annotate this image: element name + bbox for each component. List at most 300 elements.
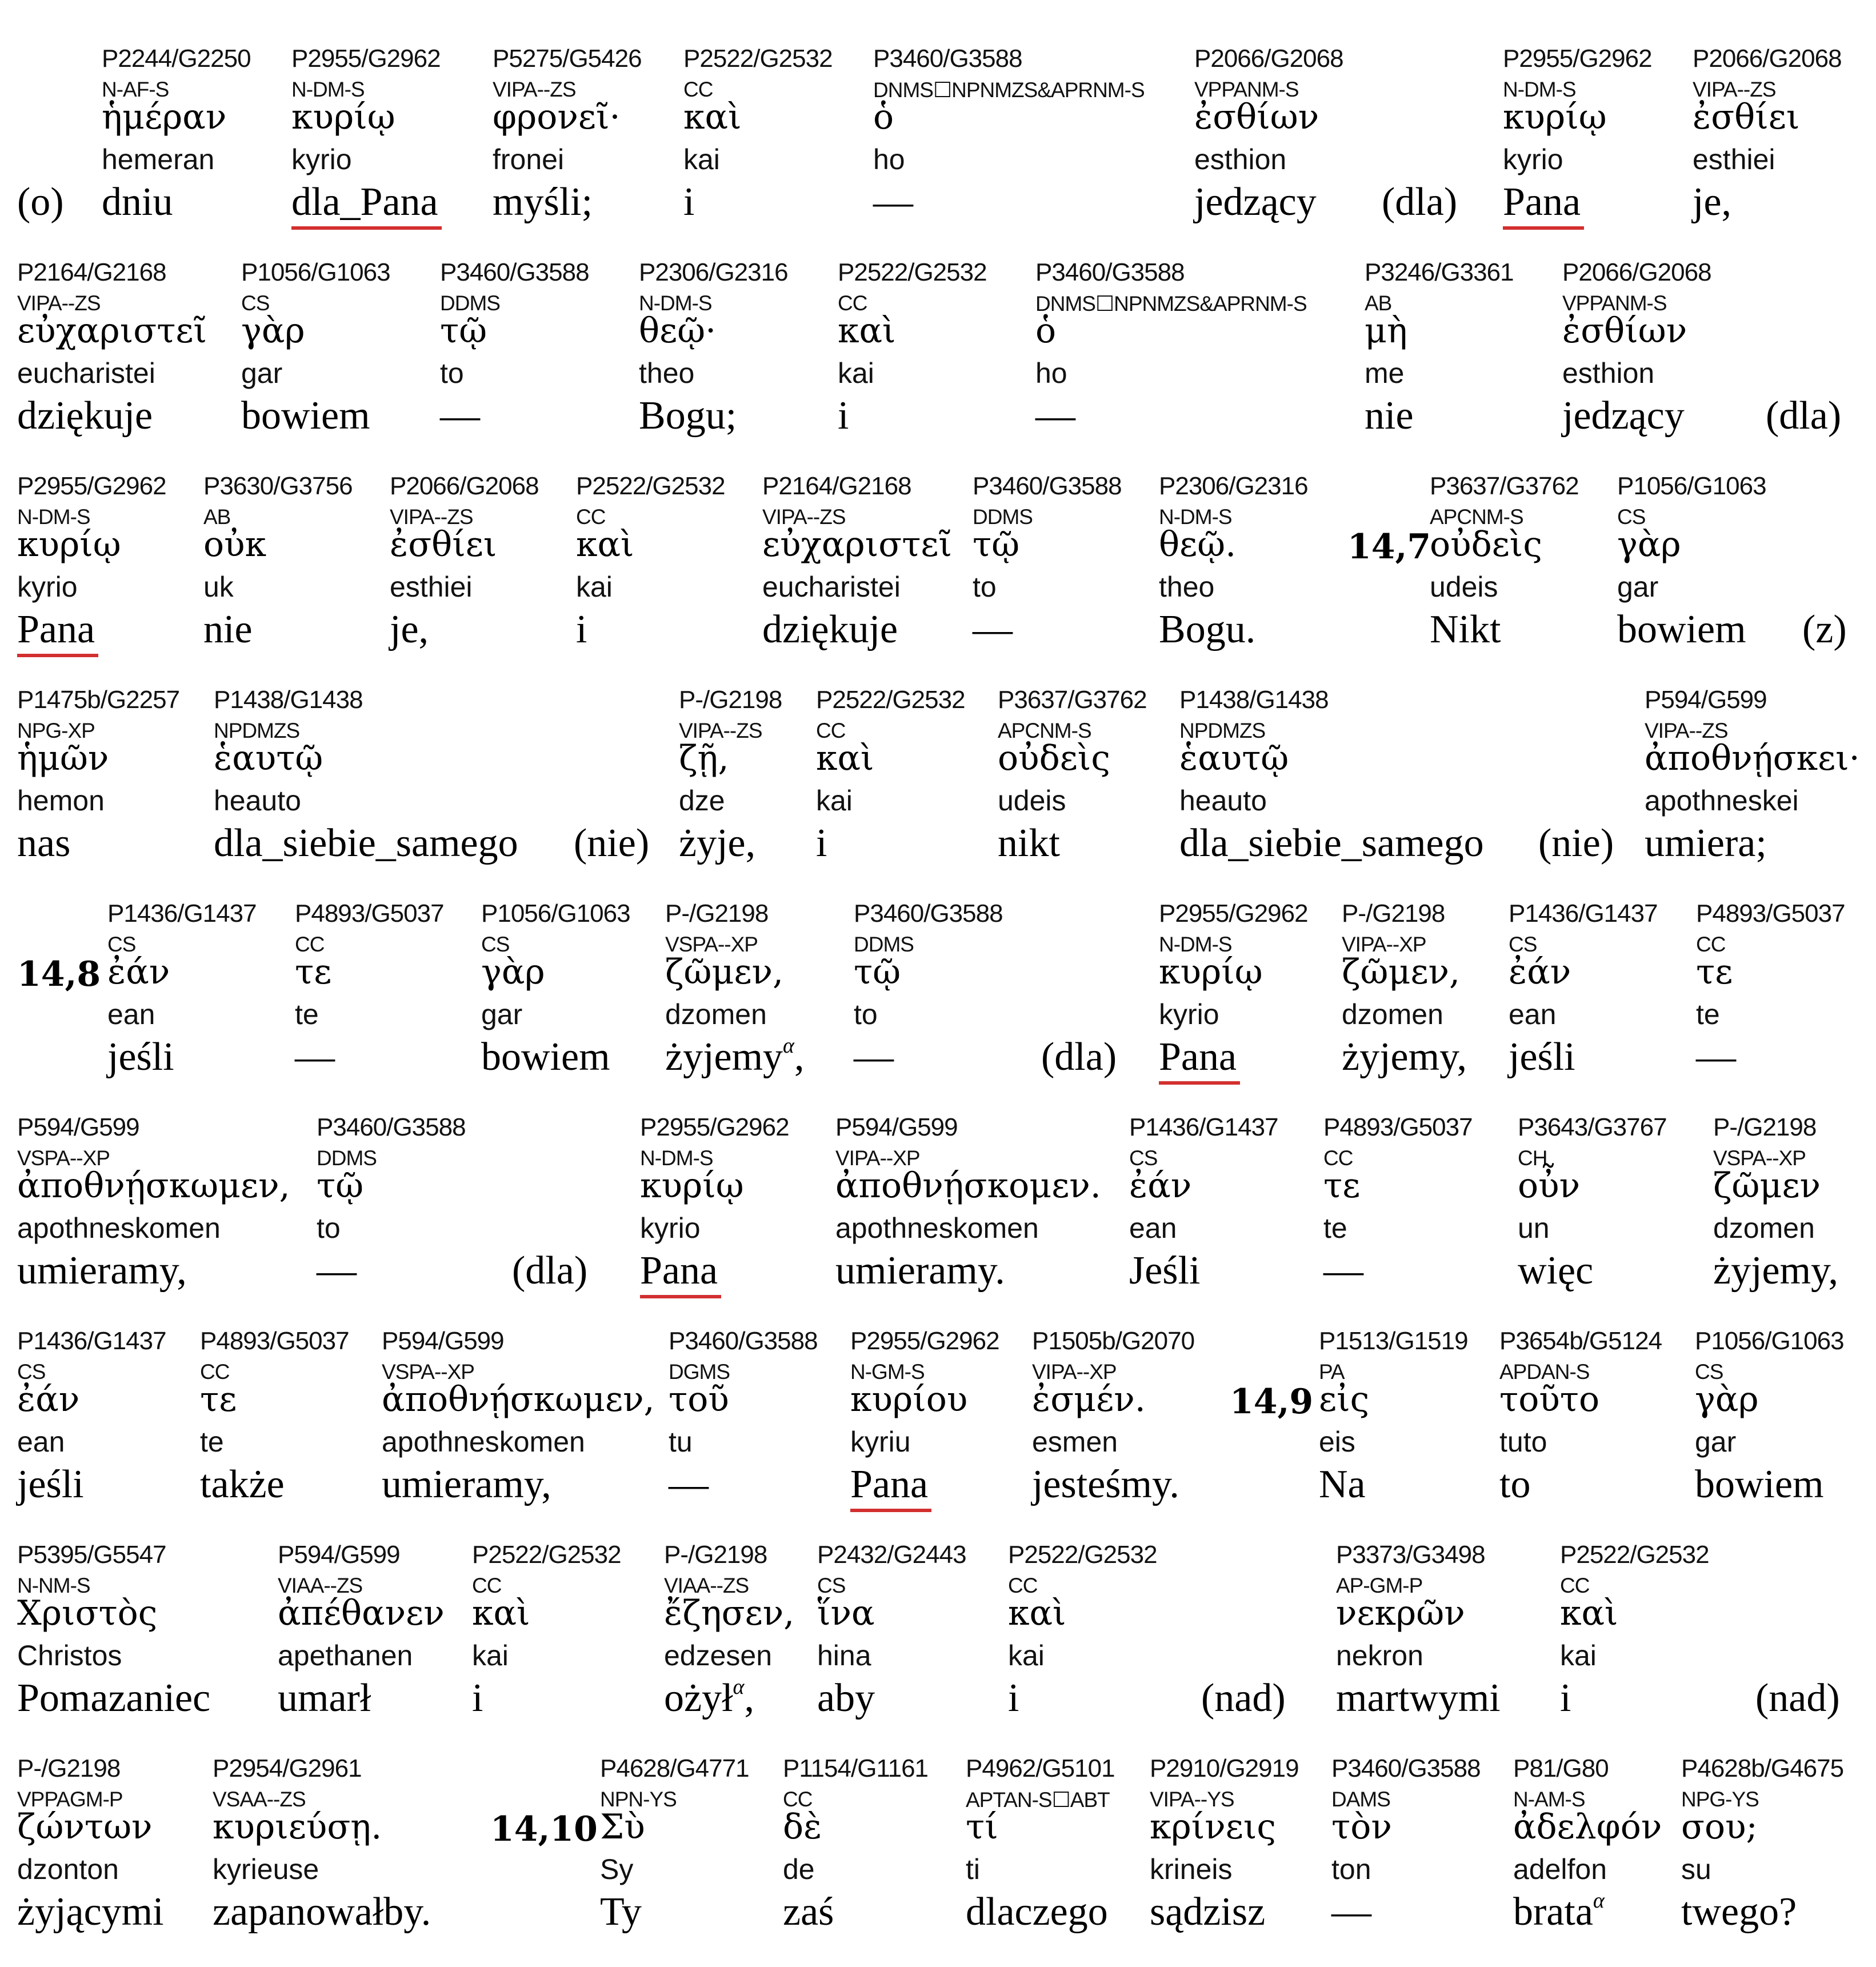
strong-code: P4893/G5037 bbox=[1696, 899, 1845, 927]
greek-word: σου; bbox=[1681, 1807, 1758, 1847]
morphology-tag: VPPANM-S bbox=[1562, 291, 1667, 315]
transliteration: gar bbox=[1695, 1426, 1737, 1458]
polish-word: (o) bbox=[17, 180, 64, 224]
polish-word: i bbox=[816, 821, 827, 865]
strong-code: P2522/G2532 bbox=[1008, 1541, 1157, 1569]
morphology-tag: DDMS bbox=[973, 505, 1033, 529]
strong-code: P4893/G5037 bbox=[1323, 1113, 1473, 1141]
morphology-tag: N-DM-S bbox=[291, 78, 365, 101]
strong-code: P-/G2198 bbox=[1713, 1113, 1817, 1141]
greek-word: καὶ bbox=[472, 1593, 530, 1633]
polish-translation bbox=[600, 1889, 642, 1935]
polish-translation bbox=[1194, 179, 1317, 225]
morphology-tag: APCNM-S bbox=[998, 719, 1091, 742]
greek-word: τῷ bbox=[854, 952, 901, 992]
polish-word: jedzący bbox=[1562, 394, 1685, 438]
greek-word: ὁ bbox=[873, 97, 894, 137]
polish-word: — bbox=[317, 1249, 357, 1293]
polish-word: je, bbox=[1693, 180, 1732, 224]
polish-translation bbox=[850, 1462, 928, 1508]
strong-code: P3460/G3588 bbox=[440, 258, 589, 286]
polish-translation bbox=[817, 1676, 875, 1721]
greek-word: τὸν bbox=[1331, 1807, 1392, 1847]
polish-translation bbox=[17, 393, 153, 439]
greek-word: κρίνεις bbox=[1150, 1807, 1276, 1847]
polish-translation bbox=[1499, 1462, 1530, 1508]
strong-code: P1436/G1437 bbox=[1509, 899, 1658, 927]
polish-word: Pana bbox=[17, 607, 95, 651]
polish-translation bbox=[1538, 821, 1614, 866]
transliteration: apothneskomen bbox=[835, 1212, 1039, 1244]
strong-code: P-/G2198 bbox=[1342, 899, 1445, 927]
strong-code: P2522/G2532 bbox=[838, 258, 987, 286]
strong-code: P2066/G2068 bbox=[1693, 45, 1842, 73]
polish-translation bbox=[17, 607, 95, 653]
polish-translation bbox=[1032, 1462, 1179, 1508]
strong-code: P2955/G2962 bbox=[17, 472, 166, 500]
polish-word: (nad) bbox=[1755, 1676, 1840, 1720]
transliteration: eis bbox=[1319, 1426, 1355, 1458]
polish-translation bbox=[382, 1462, 551, 1508]
transliteration: esthion bbox=[1194, 143, 1287, 175]
polish-translation bbox=[664, 1676, 754, 1721]
polish-translation bbox=[291, 179, 438, 225]
transliteration: apothneskomen bbox=[17, 1212, 221, 1244]
polish-translation bbox=[213, 1889, 431, 1935]
strong-code: P2306/G2316 bbox=[1159, 472, 1308, 500]
polish-translation bbox=[1041, 1034, 1117, 1080]
punctuation: , bbox=[744, 1676, 754, 1720]
polish-translation bbox=[1319, 1462, 1366, 1508]
polish-word: żyjącymi bbox=[17, 1890, 164, 1934]
morphology-tag: CC bbox=[200, 1360, 230, 1384]
transliteration: uk bbox=[203, 571, 234, 603]
polish-word: Pana bbox=[850, 1462, 929, 1506]
polish-translation bbox=[683, 179, 694, 225]
polish-word: je, bbox=[390, 607, 429, 651]
morphology-tag: CH bbox=[1518, 1146, 1547, 1170]
polish-word: sądzisz bbox=[1150, 1890, 1266, 1934]
greek-word: ἵνα bbox=[817, 1593, 875, 1633]
polish-translation bbox=[1617, 607, 1746, 653]
transliteration: kai bbox=[472, 1640, 509, 1672]
greek-word: κυρίῳ bbox=[1159, 952, 1263, 992]
polish-translation bbox=[574, 821, 649, 866]
greek-word: κυρίῳ bbox=[640, 1166, 744, 1206]
polish-translation bbox=[1179, 821, 1484, 866]
morphology-tag: VIPA--ZS bbox=[1645, 719, 1728, 742]
transliteration: ho bbox=[1035, 357, 1067, 389]
polish-translation bbox=[1201, 1676, 1286, 1721]
transliteration: ean bbox=[1509, 998, 1557, 1030]
morphology-tag: CC bbox=[1323, 1146, 1353, 1170]
transliteration: kai bbox=[1560, 1640, 1597, 1672]
transliteration: edzesen bbox=[664, 1640, 773, 1672]
transliteration: kai bbox=[838, 357, 874, 389]
polish-word: — bbox=[669, 1462, 709, 1506]
polish-translation bbox=[1150, 1889, 1265, 1935]
greek-word: μὴ bbox=[1365, 311, 1407, 351]
transliteration: tuto bbox=[1499, 1426, 1547, 1458]
greek-word: κυρίῳ bbox=[1503, 97, 1607, 137]
morphology-tag: CC bbox=[576, 505, 606, 529]
polish-word: i bbox=[1008, 1676, 1019, 1720]
transliteration: to bbox=[440, 357, 464, 389]
morphology-tag: CC bbox=[838, 291, 867, 315]
interlinear-row bbox=[0, 899, 1876, 1112]
morphology-tag: CC bbox=[683, 78, 713, 101]
transliteration: eucharistei bbox=[762, 571, 901, 603]
polish-translation bbox=[17, 1462, 84, 1508]
polish-word: — bbox=[1323, 1249, 1363, 1293]
strong-code: P2955/G2962 bbox=[1159, 899, 1308, 927]
morphology-tag: CC bbox=[1560, 1574, 1590, 1597]
strong-code: P4628b/G4675 bbox=[1681, 1754, 1844, 1782]
morphology-tag: APTAN-S☐ABT bbox=[966, 1788, 1110, 1812]
polish-translation bbox=[472, 1676, 483, 1721]
greek-word: τε bbox=[200, 1380, 237, 1420]
polish-translation bbox=[203, 607, 253, 653]
polish-translation bbox=[17, 1676, 210, 1721]
transliteration: kyrio bbox=[17, 571, 78, 603]
transliteration: adelfon bbox=[1513, 1853, 1607, 1885]
polish-translation bbox=[1509, 1034, 1575, 1080]
polish-word: jeśli bbox=[17, 1462, 84, 1506]
morphology-tag: DDMS bbox=[854, 933, 914, 956]
transliteration: ean bbox=[107, 998, 155, 1030]
morphology-tag: VSPA--XP bbox=[1713, 1146, 1806, 1170]
morphology-tag: AP-GM-P bbox=[1336, 1574, 1423, 1597]
strong-code: P1438/G1438 bbox=[1179, 686, 1329, 714]
polish-translation bbox=[816, 821, 827, 866]
polish-word: (nad) bbox=[1201, 1676, 1286, 1720]
transliteration: theo bbox=[1159, 571, 1215, 603]
strong-code: P1056/G1063 bbox=[241, 258, 390, 286]
interlinear-row bbox=[0, 686, 1876, 898]
polish-translation bbox=[998, 821, 1060, 866]
polish-translation bbox=[679, 821, 755, 866]
footnote-marker: α bbox=[783, 1033, 794, 1058]
transliteration: fronei bbox=[493, 143, 565, 175]
morphology-tag: CS bbox=[107, 933, 136, 956]
greek-word: τῷ bbox=[973, 525, 1020, 565]
interlinear-row bbox=[0, 1541, 1876, 1753]
morphology-tag: NPG-XP bbox=[17, 719, 95, 742]
strong-code: P594/G599 bbox=[278, 1541, 400, 1569]
morphology-tag: AB bbox=[1365, 291, 1392, 315]
morphology-tag: N-GM-S bbox=[850, 1360, 925, 1384]
strong-code: P4962/G5101 bbox=[966, 1754, 1115, 1782]
polish-translation bbox=[1331, 1889, 1371, 1935]
polish-translation bbox=[1430, 607, 1501, 653]
morphology-tag: VIPA--ZS bbox=[1693, 78, 1776, 101]
polish-word: dla_siebie_samego bbox=[214, 821, 518, 865]
morphology-tag: CC bbox=[1696, 933, 1726, 956]
greek-word: οὖν bbox=[1518, 1166, 1581, 1206]
morphology-tag: DDMS bbox=[317, 1146, 377, 1170]
transliteration: kyriu bbox=[850, 1426, 911, 1458]
greek-word: ἐάν bbox=[1509, 952, 1571, 992]
greek-word: ἐσθίων bbox=[1562, 311, 1687, 351]
strong-code: P1436/G1437 bbox=[107, 899, 257, 927]
polish-word: jedzący bbox=[1194, 180, 1317, 224]
strong-code: P2955/G2962 bbox=[640, 1113, 789, 1141]
transliteration: te bbox=[1323, 1212, 1347, 1244]
interlinear-row bbox=[0, 258, 1876, 471]
polish-translation bbox=[1766, 393, 1841, 439]
divine-name-underline bbox=[17, 654, 98, 657]
morphology-tag: CS bbox=[1695, 1360, 1723, 1384]
strong-code: P3637/G3762 bbox=[998, 686, 1147, 714]
greek-word: ὁ bbox=[1035, 311, 1057, 351]
polish-word: Pana bbox=[1503, 180, 1581, 224]
strong-code: P1438/G1438 bbox=[214, 686, 363, 714]
transliteration: to bbox=[854, 998, 878, 1030]
polish-translation bbox=[1693, 179, 1731, 225]
strong-code: P1436/G1437 bbox=[17, 1327, 166, 1355]
polish-translation bbox=[762, 607, 898, 653]
polish-translation bbox=[200, 1462, 285, 1508]
greek-word: Σὺ bbox=[600, 1807, 645, 1847]
polish-translation bbox=[639, 393, 737, 439]
strong-code: P3460/G3588 bbox=[669, 1327, 818, 1355]
greek-word: γὰρ bbox=[1617, 525, 1681, 565]
transliteration: gar bbox=[481, 998, 523, 1030]
polish-translation bbox=[665, 1034, 805, 1080]
strong-code: P2910/G2919 bbox=[1150, 1754, 1299, 1782]
polish-word: dniu bbox=[102, 180, 173, 224]
greek-word: τί bbox=[966, 1807, 998, 1847]
strong-code: P2955/G2962 bbox=[850, 1327, 999, 1355]
interlinear-row bbox=[0, 1754, 1876, 1967]
strong-code: P2522/G2532 bbox=[472, 1541, 621, 1569]
transliteration: dzonton bbox=[17, 1853, 119, 1885]
transliteration: hemeran bbox=[102, 143, 215, 175]
transliteration: eucharistei bbox=[17, 357, 155, 389]
transliteration: tu bbox=[669, 1426, 693, 1458]
morphology-tag: N-DM-S bbox=[1503, 78, 1576, 101]
greek-word: ἑαυτῷ bbox=[214, 738, 323, 778]
polish-word: aby bbox=[817, 1676, 875, 1720]
greek-word: ζώντων bbox=[17, 1807, 153, 1847]
strong-code: P2522/G2532 bbox=[683, 45, 833, 73]
polish-word: i bbox=[1560, 1676, 1571, 1720]
transliteration: ti bbox=[966, 1853, 980, 1885]
strong-code: P594/G599 bbox=[1645, 686, 1767, 714]
polish-translation bbox=[640, 1248, 718, 1294]
polish-word: dlaczego bbox=[966, 1890, 1108, 1934]
polish-word: bowiem bbox=[481, 1035, 610, 1079]
greek-word: καὶ bbox=[576, 525, 634, 565]
strong-code: P2955/G2962 bbox=[291, 45, 441, 73]
polish-word: umieramy, bbox=[17, 1249, 187, 1293]
greek-word: κυρίῳ bbox=[17, 525, 121, 565]
greek-word: φρονεῖ· bbox=[493, 97, 621, 137]
strong-code: P3637/G3762 bbox=[1430, 472, 1579, 500]
footnote-marker: α bbox=[733, 1674, 745, 1699]
transliteration: hina bbox=[817, 1640, 871, 1672]
polish-word: Na bbox=[1319, 1462, 1366, 1506]
transliteration: nekron bbox=[1336, 1640, 1423, 1672]
strong-code: P2432/G2443 bbox=[817, 1541, 966, 1569]
morphology-tag: CS bbox=[17, 1360, 46, 1384]
morphology-tag: N-AM-S bbox=[1513, 1788, 1585, 1811]
greek-word: ἐάν bbox=[1129, 1166, 1192, 1206]
strong-code: P594/G599 bbox=[835, 1113, 958, 1141]
greek-word: καὶ bbox=[683, 97, 742, 137]
transliteration: te bbox=[200, 1426, 224, 1458]
morphology-tag: VIAA--ZS bbox=[278, 1574, 363, 1597]
polish-word: Pomazaniec bbox=[17, 1676, 211, 1720]
polish-translation bbox=[390, 607, 429, 653]
strong-code: P2522/G2532 bbox=[576, 472, 725, 500]
transliteration: kai bbox=[683, 143, 720, 175]
interlinear-row bbox=[0, 45, 1876, 257]
greek-word: γὰρ bbox=[1695, 1380, 1759, 1420]
transliteration: dzomen bbox=[1713, 1212, 1815, 1244]
greek-word: εἰς bbox=[1319, 1380, 1370, 1420]
polish-translation bbox=[1342, 1034, 1467, 1080]
greek-word: ἐσθίει bbox=[1693, 97, 1800, 137]
polish-translation bbox=[278, 1676, 371, 1721]
polish-word: żyjemy, bbox=[1342, 1035, 1467, 1079]
polish-word: bowiem bbox=[1617, 607, 1746, 651]
morphology-tag: NPG-YS bbox=[1681, 1788, 1759, 1811]
polish-translation bbox=[1560, 1676, 1571, 1721]
greek-word: τε bbox=[1323, 1166, 1361, 1206]
morphology-tag: DNMS☐NPNMZS&APRNM-S bbox=[873, 78, 1145, 102]
polish-word: umiera; bbox=[1645, 821, 1767, 865]
greek-word: καὶ bbox=[1008, 1593, 1066, 1633]
strong-code: P5275/G5426 bbox=[493, 45, 642, 73]
polish-word: (dla) bbox=[1041, 1035, 1117, 1079]
greek-word: εὐχαριστεῖ bbox=[17, 311, 207, 351]
polish-translation bbox=[1518, 1248, 1593, 1294]
strong-code: P1056/G1063 bbox=[1617, 472, 1766, 500]
strong-code: P-/G2198 bbox=[17, 1754, 121, 1782]
polish-word: twego? bbox=[1681, 1890, 1797, 1934]
strong-code: P2306/G2316 bbox=[639, 258, 788, 286]
polish-word: Pana bbox=[1159, 1035, 1237, 1079]
polish-translation bbox=[1645, 821, 1767, 866]
transliteration: esthion bbox=[1562, 357, 1655, 389]
transliteration: ean bbox=[17, 1426, 65, 1458]
transliteration: esthiei bbox=[390, 571, 473, 603]
strong-code: P1505b/G2070 bbox=[1032, 1327, 1195, 1355]
transliteration: su bbox=[1681, 1853, 1711, 1885]
polish-translation bbox=[1365, 393, 1414, 439]
interlinear-row bbox=[0, 1327, 1876, 1540]
strong-code: P1154/G1161 bbox=[783, 1754, 929, 1782]
polish-translation bbox=[1008, 1676, 1019, 1721]
polish-word: jeśli bbox=[1509, 1035, 1575, 1079]
polish-translation bbox=[1755, 1676, 1840, 1721]
polish-word: żyjemy bbox=[665, 1035, 783, 1079]
verse-number: 14,10 bbox=[490, 1809, 598, 1849]
transliteration: dzomen bbox=[665, 998, 767, 1030]
strong-code: P594/G599 bbox=[382, 1327, 504, 1355]
morphology-tag: VSPA--XP bbox=[665, 933, 758, 956]
polish-translation bbox=[1382, 179, 1457, 225]
polish-word: nikt bbox=[998, 821, 1060, 865]
polish-word: ożył bbox=[664, 1676, 733, 1720]
morphology-tag: N-AF-S bbox=[102, 78, 169, 101]
transliteration: ho bbox=[873, 143, 905, 175]
transliteration: apothneskomen bbox=[382, 1426, 585, 1458]
morphology-tag: N-DM-S bbox=[639, 291, 712, 315]
strong-code: P4628/G4771 bbox=[600, 1754, 749, 1782]
polish-translation bbox=[295, 1034, 335, 1080]
polish-word: i bbox=[472, 1676, 483, 1720]
strong-code: P3246/G3361 bbox=[1365, 258, 1514, 286]
polish-word: bowiem bbox=[241, 394, 370, 438]
morphology-tag: PA bbox=[1319, 1360, 1345, 1384]
polish-translation bbox=[1695, 1462, 1824, 1508]
polish-translation bbox=[17, 821, 70, 866]
greek-word: εὐχαριστεῖ bbox=[762, 525, 952, 565]
polish-word: to bbox=[1499, 1462, 1531, 1506]
transliteration: heauto bbox=[1179, 785, 1267, 817]
morphology-tag: N-DM-S bbox=[1159, 933, 1232, 956]
polish-translation bbox=[966, 1889, 1108, 1935]
transliteration: theo bbox=[639, 357, 695, 389]
polish-word: dziękuje bbox=[762, 607, 898, 651]
transliteration: to bbox=[973, 571, 997, 603]
greek-word: κυρίῳ bbox=[291, 97, 395, 137]
polish-word: Pana bbox=[640, 1249, 718, 1293]
transliteration: Sy bbox=[600, 1853, 634, 1885]
strong-code: P1475b/G2257 bbox=[17, 686, 180, 714]
polish-word: (dla) bbox=[512, 1249, 588, 1293]
strong-code: P3460/G3588 bbox=[854, 899, 1003, 927]
greek-word: ἐσθίει bbox=[390, 525, 497, 565]
greek-word: τῷ bbox=[317, 1166, 364, 1206]
polish-translation bbox=[1159, 607, 1255, 653]
morphology-tag: CC bbox=[295, 933, 325, 956]
divine-name-underline bbox=[640, 1295, 721, 1298]
morphology-tag: DNMS☐NPNMZS&APRNM-S bbox=[1035, 292, 1307, 315]
polish-word: — bbox=[1331, 1890, 1371, 1934]
transliteration: kai bbox=[1008, 1640, 1045, 1672]
divine-name-underline bbox=[850, 1509, 931, 1512]
strong-code: P3460/G3588 bbox=[1035, 258, 1185, 286]
transliteration: gar bbox=[1617, 571, 1659, 603]
polish-word: jesteśmy. bbox=[1032, 1462, 1179, 1506]
morphology-tag: NPN-YS bbox=[600, 1788, 677, 1811]
greek-word: ἀποθνῄσκομεν. bbox=[835, 1166, 1101, 1206]
greek-word: κυρίου bbox=[850, 1380, 968, 1420]
strong-code: P3630/G3756 bbox=[203, 472, 353, 500]
polish-word: dziękuje bbox=[17, 394, 153, 438]
strong-code: P2066/G2068 bbox=[1194, 45, 1343, 73]
punctuation: , bbox=[794, 1035, 805, 1079]
greek-word: καὶ bbox=[816, 738, 874, 778]
polish-translation bbox=[481, 1034, 610, 1080]
greek-word: οὐδεὶς bbox=[1430, 525, 1542, 565]
polish-translation bbox=[669, 1462, 709, 1508]
morphology-tag: VIPA--ZS bbox=[679, 719, 762, 742]
polish-translation bbox=[440, 393, 480, 439]
strong-code: P2164/G2168 bbox=[17, 258, 166, 286]
transliteration: to bbox=[317, 1212, 341, 1244]
transliteration: Christos bbox=[17, 1640, 122, 1672]
greek-word: ζῇ, bbox=[679, 738, 729, 778]
greek-word: Χριστὸς bbox=[17, 1593, 158, 1633]
greek-word: δὲ bbox=[783, 1807, 822, 1847]
morphology-tag: CS bbox=[1509, 933, 1537, 956]
strong-code: P3460/G3588 bbox=[317, 1113, 466, 1141]
polish-word: Nikt bbox=[1430, 607, 1501, 651]
